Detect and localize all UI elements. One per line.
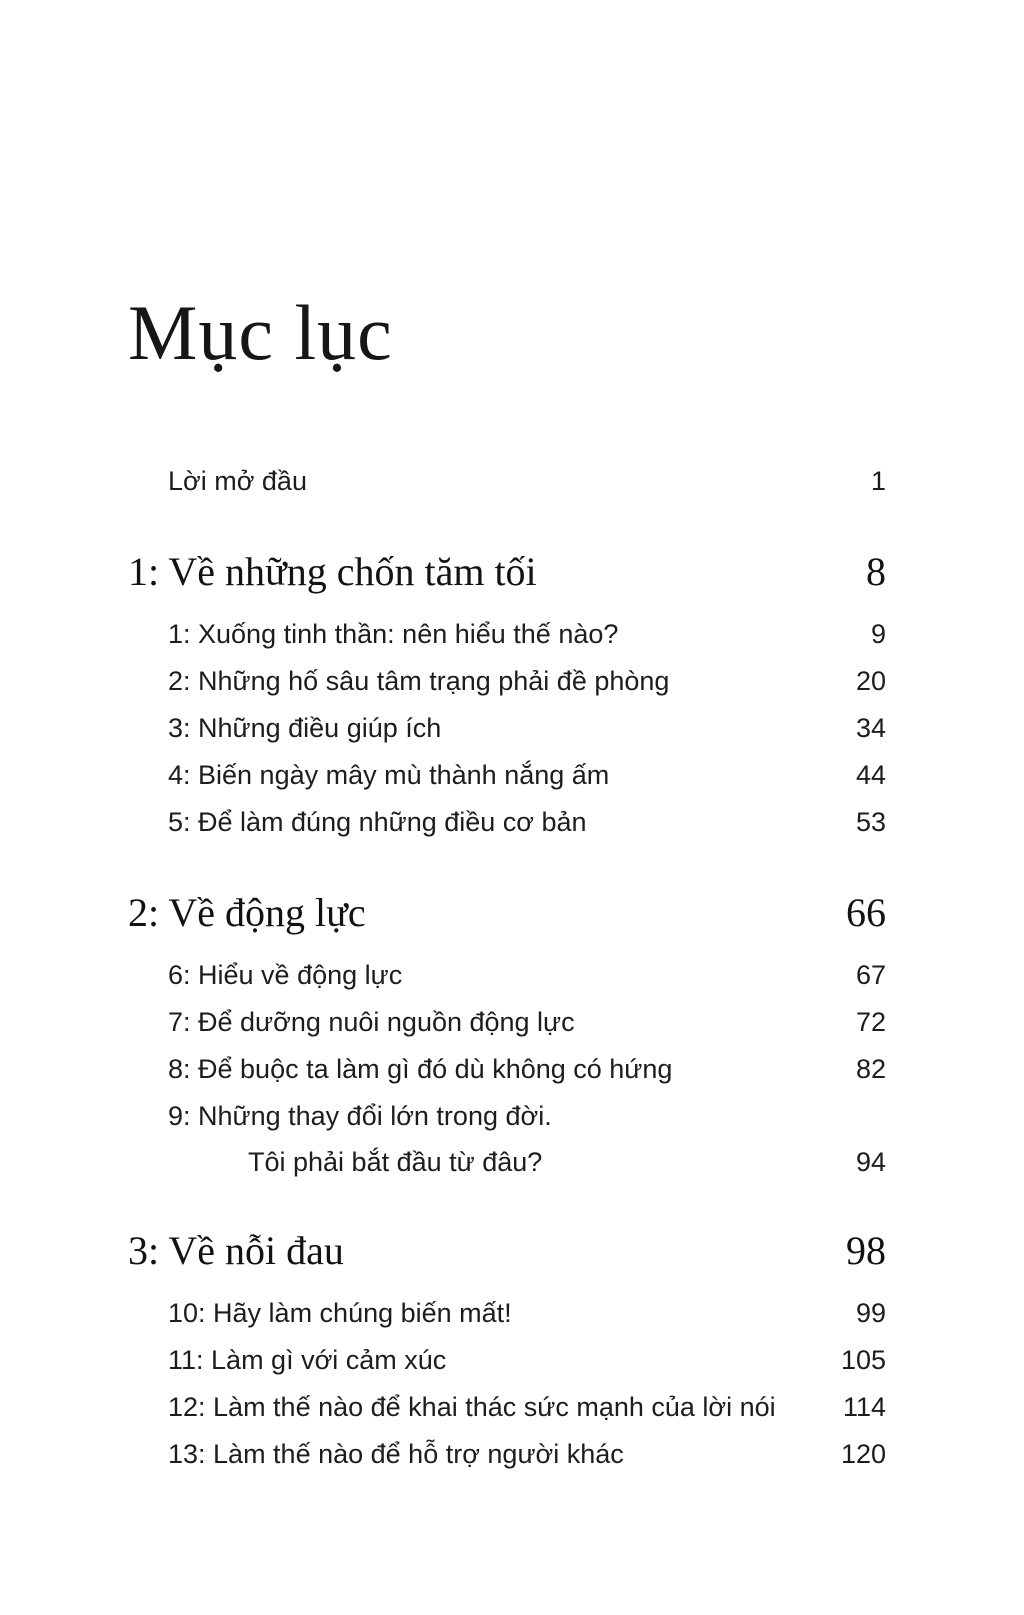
toc-entry-page-number: 44 xyxy=(855,760,886,790)
toc-section-heading-3 xyxy=(128,1224,886,1278)
toc-entry-label: 13: Làm thế nào để hỗ trợ người khác xyxy=(168,1439,624,1469)
toc-entry-label: 11: Làm gì với cảm xúc xyxy=(168,1345,447,1375)
toc-entry-label: 8: Để buộc ta làm gì đó dù không có hứng xyxy=(168,1054,673,1084)
toc-entry-label: 9: Những thay đổi lớn trong đời. xyxy=(168,1101,552,1131)
toc-section-page-number: 66 xyxy=(846,890,886,935)
toc-entry-label: 7: Để dưỡng nuôi nguồn động lực xyxy=(168,1007,575,1037)
toc-entry xyxy=(128,1337,886,1384)
toc-entry xyxy=(128,1384,886,1431)
toc-entry xyxy=(128,999,886,1046)
toc-entry-page-number: 94 xyxy=(855,1146,886,1177)
toc-entry-front-matter xyxy=(128,458,886,505)
toc-entry-page-number: 99 xyxy=(855,1298,886,1328)
toc-entry-page-number: 9 xyxy=(870,619,886,649)
toc-entry-label: 4: Biến ngày mây mù thành nắng ấm xyxy=(168,760,610,790)
toc-entry-page-number: 82 xyxy=(855,1054,886,1084)
toc-section-title: 2: Về động lực xyxy=(128,890,366,935)
toc-entry-label: 5: Để làm đúng những điều cơ bản xyxy=(168,807,587,837)
toc-entry-label: 2: Những hố sâu tâm trạng phải đề phòng xyxy=(168,666,670,696)
toc-entry xyxy=(128,752,886,799)
toc-entry-label: Lời mở đầu xyxy=(168,466,307,496)
toc-section-heading-2 xyxy=(128,886,886,940)
toc-entry-page-number: 20 xyxy=(855,666,886,696)
table-of-contents xyxy=(128,458,886,1478)
toc-section-title: 3: Về nỗi đau xyxy=(128,1228,344,1273)
page-title: Mục lục xyxy=(128,289,393,376)
toc-entry xyxy=(128,611,886,658)
toc-entry-page-number: 114 xyxy=(842,1392,886,1422)
toc-entry-label: 10: Hãy làm chúng biến mất! xyxy=(168,1298,512,1328)
toc-entry-page-number: 105 xyxy=(840,1345,886,1375)
toc-entry-line-1 xyxy=(128,1093,886,1140)
toc-entry-label: 1: Xuống tinh thần: nên hiểu thế nào? xyxy=(168,619,619,649)
toc-entry xyxy=(128,1290,886,1337)
toc-entry-label: 12: Làm thế nào để khai thác sức mạnh của lời nói xyxy=(168,1392,776,1422)
toc-entry-label: 6: Hiểu về động lực xyxy=(168,960,403,990)
toc-entry-page-number: 72 xyxy=(855,1007,886,1037)
toc-section-title: 1: Về những chốn tăm tối xyxy=(128,549,537,594)
toc-entry xyxy=(128,1431,886,1478)
toc-entry xyxy=(128,952,886,999)
toc-entry-page-number: 67 xyxy=(855,960,886,990)
toc-entry-page-number: 1 xyxy=(870,466,886,496)
toc-entry-page-number: 120 xyxy=(840,1439,886,1469)
toc-entry-label: Tôi phải bắt đầu từ đâu? xyxy=(248,1146,543,1177)
toc-section-heading-1 xyxy=(128,545,886,599)
toc-entry xyxy=(128,705,886,752)
toc-entry-page-number: 34 xyxy=(855,713,886,743)
toc-entry-line-2 xyxy=(128,1140,886,1184)
toc-entry-page-number: 53 xyxy=(855,807,886,837)
toc-entry xyxy=(128,1046,886,1093)
toc-entry xyxy=(128,799,886,846)
toc-section-page-number: 8 xyxy=(866,549,886,594)
toc-entry xyxy=(128,658,886,705)
toc-section-page-number: 98 xyxy=(846,1228,886,1273)
toc-entry-label: 3: Những điều giúp ích xyxy=(168,713,442,743)
